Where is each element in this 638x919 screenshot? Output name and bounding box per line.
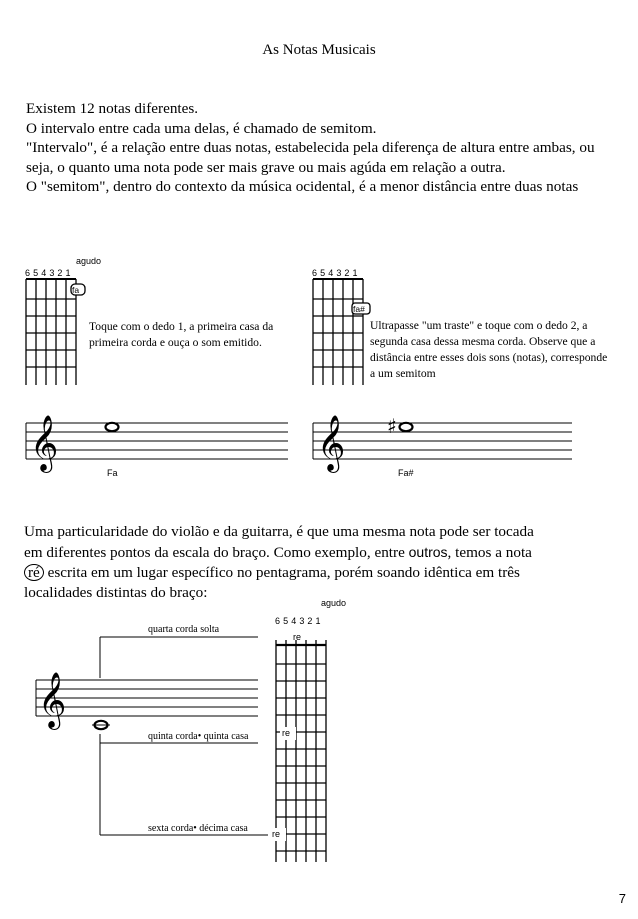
string-numbers-bottom: 6 5 4 3 2 1	[275, 616, 321, 626]
para2-line-2-b: outros	[408, 544, 448, 560]
caption-left: Toque com o dedo 1, a primeira casa da primeira corda e ouça o som emitido.	[89, 320, 274, 349]
caption-right: Ultrapasse "um traste" e toque com o dedo 2, a segunda casa dessa mesma corda. Observe que a distância entre esses dois sons (notas), corresponde a um semitom	[370, 319, 608, 380]
staff-right	[313, 423, 572, 459]
para2-line-2-a: em diferentes pontos da escala do braço. Como exemplo, entre	[24, 544, 409, 561]
treble-clef-icon: 𝄞	[317, 415, 346, 471]
staff-note-name-right: Fa#	[398, 468, 414, 478]
treble-clef-icon: 𝄞	[38, 672, 67, 728]
treble-clef-icon: 𝄞	[30, 415, 59, 471]
whole-note-fa	[106, 423, 119, 431]
note-mark-re-open: re	[293, 632, 302, 642]
page-title: As Notas Musicais	[262, 42, 376, 58]
agudo-label-left: agudo	[76, 256, 102, 266]
para2-line-2-c: , temos a nota	[447, 544, 532, 561]
sharp-icon: ♯	[387, 414, 397, 438]
guitar-paragraph	[24, 522, 624, 603]
para2-line-2	[24, 542, 624, 563]
note-mark-re-fifth: re	[282, 728, 291, 738]
para2-line-3-text: escrita em um lugar específico no pentagrama, porém soando idêntica em três	[43, 564, 520, 581]
whole-note-fa-sharp	[400, 423, 413, 431]
label-quarta-corda: quarta corda solta	[148, 624, 220, 635]
intro-line-2: O intervalo entre cada uma delas, é chamado de semitom.	[26, 119, 377, 137]
note-mark-re-tenth: re	[272, 829, 281, 839]
staff-bottom	[36, 680, 258, 725]
fretboard-right	[313, 279, 370, 385]
para2-line-3	[24, 563, 624, 583]
intro-line-1: Existem 12 notas diferentes.	[26, 100, 199, 117]
staff-note-name-left: Fa	[107, 468, 118, 478]
string-numbers-left: 6 5 4 3 2 1	[25, 268, 71, 278]
note-marker-fa: fa	[72, 285, 80, 295]
para2-line-1: Uma particularidade do violão e da guitarra, é que uma mesma nota pode ser tocada	[24, 523, 534, 540]
note-marker-fa-sharp: fa#	[353, 304, 365, 314]
page-number: 7	[618, 891, 626, 906]
staff-left	[26, 423, 288, 459]
intro-line-4: O "semitom", dentro do contexto da música ocidental, é a menor distância entre duas notas	[26, 178, 579, 196]
circled-note-re: ré	[24, 564, 44, 581]
para2-line-4: localidades distintas do braço:	[24, 584, 208, 601]
intro-line-3: "Intervalo", é a relação entre duas notas, estabelecida pela diferença de altura entre ambas, ou seja, o quanto uma nota pode ser mais grave ou mais agúda em relação a outra.	[26, 139, 595, 176]
label-sexta-corda: sexta corda• décima casa	[148, 823, 248, 834]
label-quinta-corda: quinta corda• quinta casa	[148, 731, 249, 742]
string-numbers-right: 6 5 4 3 2 1	[312, 268, 358, 278]
agudo-label-bottom: agudo	[321, 598, 347, 608]
